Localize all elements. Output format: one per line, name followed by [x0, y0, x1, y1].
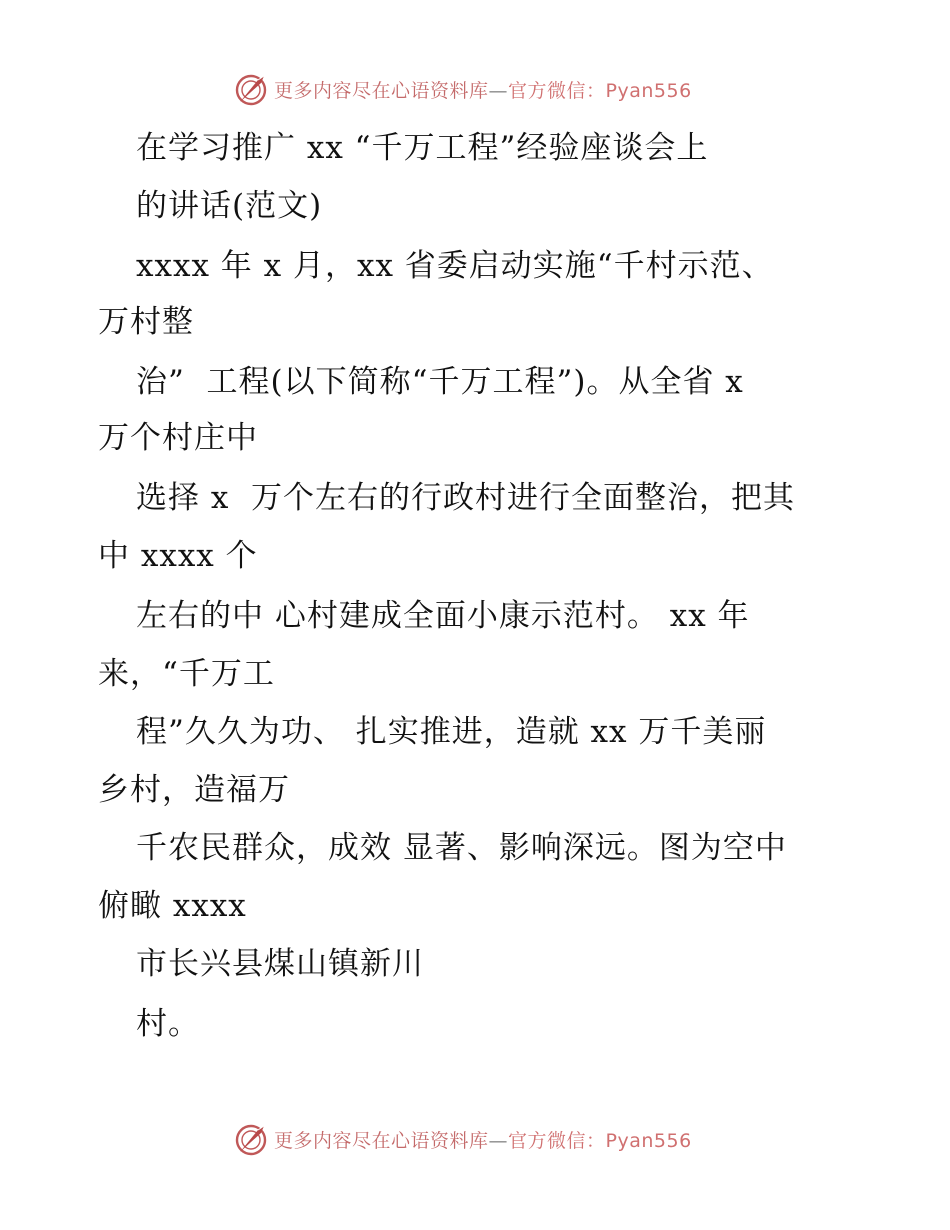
feather-pen-logo-icon [234, 1122, 268, 1156]
paragraph-line: xxxx 年 x 月，xx 省委启动实施“千村示范、 [136, 248, 774, 284]
paragraph-line: 俯瞰 xxxx [98, 888, 247, 924]
watermark-text: 更多内容尽在心语资料库—官方微信：Pyan556 [274, 1129, 692, 1152]
paragraph-line: 来，“千万工 [98, 656, 275, 692]
watermark-text: 更多内容尽在心语资料库—官方微信：Pyan556 [274, 79, 692, 102]
title-line-1: 在学习推广 xx “千万工程”经验座谈会上 [136, 130, 709, 166]
paragraph-line: 左右的中 心村建成全面小康示范村。 xx 年 [136, 598, 750, 634]
paragraph-line: 万个村庄中 [98, 420, 258, 456]
paragraph-line: 治” 工程(以下简称“千万工程”)。从全省 x [136, 364, 744, 400]
paragraph-line: 乡村，造福万 [98, 772, 290, 808]
paragraph-line: 中 xxxx 个 [98, 538, 258, 574]
title-line-2: 的讲话(范文) [136, 188, 323, 224]
footer-watermark [234, 1122, 692, 1156]
feather-pen-logo-icon [234, 72, 268, 106]
paragraph-line: 万村整 [98, 304, 194, 340]
paragraph-line: 千农民群众，成效 显著、影响深远。图为空中 [136, 830, 787, 866]
paragraph-line: 市长兴县煤山镇新川 [136, 946, 424, 982]
paragraph-line: 村。 [136, 1006, 200, 1042]
paragraph-line: 程”久久为功、 扎实推进，造就 xx 万千美丽 [136, 714, 767, 750]
header-watermark [234, 72, 692, 106]
paragraph-line: 选择 x 万个左右的行政村进行全面整治，把其 [136, 480, 796, 516]
